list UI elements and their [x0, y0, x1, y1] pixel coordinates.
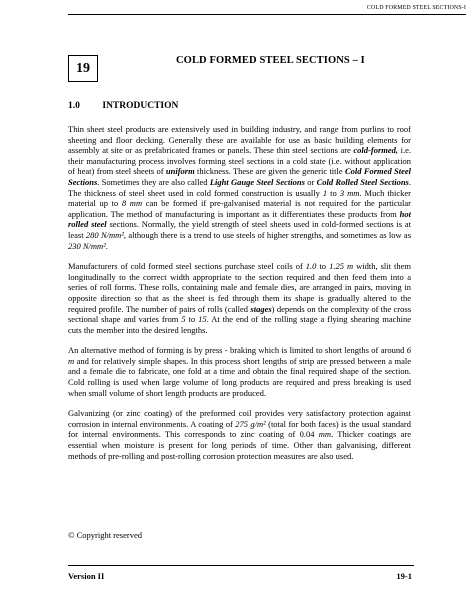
text-run: . At the end of the rolling stage a flying shearing machine cuts the member into the desired lengths.: [68, 314, 412, 335]
footer-version: Version II: [68, 571, 105, 581]
footer-page-number: 19-1: [396, 571, 412, 581]
text-run: to: [316, 261, 330, 272]
italic-value: 1.25 m: [329, 261, 354, 272]
text-run: , although there is a trend to use steels of higher strengths, and sometimes as low as: [123, 229, 412, 240]
text-run: .: [105, 240, 108, 251]
italic-value: 5: [181, 314, 186, 325]
text-run: (total for both faces) is the usual standard for internal environments. This corresponds to zinc coating of 0.04: [68, 418, 411, 440]
text-run: and for relatively simple shapes. In this process short lengths of strip are pressed between a male and a female die to fabricate, one fold at a time and obtain the final required shape of the section. Cold rolling is used when large volume of long products are required and press breaking is used when small volume of short length products are produced.: [68, 355, 411, 398]
text-run: An alternative method of forming is by press - braking which is limited to short lengths of around: [68, 345, 407, 356]
text-run: width, slit them longitudinally to the correct width appropriate to the section required and then feed them into a series of roll forms. These rolls, containing male and female dies, are arranged in pairs, moving in opposite direction so that as the sheet is fed through them its shape is gradually altered to the required profile. The number of pairs of rolls (called: [68, 261, 411, 314]
italic-value: 15: [198, 314, 207, 325]
emphasis-term: Cold Formed Steel Sections: [68, 166, 411, 187]
running-header: COLD FORMED STEEL SECTIONS-I: [366, 5, 466, 11]
section-number: 1.0: [68, 101, 80, 111]
text-run: i.e. their manufacturing process involves forming steel sections in a cold state (i.e. without application of heat) from steel sheets of: [68, 145, 411, 177]
section-title: INTRODUCTION: [102, 101, 179, 111]
text-run: sections. Normally, the yield strength of steel sheets used in cold-formed sections is at least: [68, 219, 411, 240]
emphasis-term: Light Gauge Steel Sections: [209, 176, 305, 187]
text-run: to: [185, 314, 199, 325]
italic-value: 280 N/mm²: [85, 229, 124, 240]
italic-value: 8 mm: [121, 198, 143, 209]
text-run: . Much thicker material up to: [68, 187, 411, 209]
emphasis-term: Cold Rolled Steel Sections: [316, 176, 409, 187]
chapter-title: COLD FORMED STEEL SECTIONS – I: [176, 55, 365, 66]
text-run: Thin sheet steel products are extensively used in building industry, and range from purlins to roof sheeting and floor decking. Generally these are available for use as basic building elements for assembly at site or as prefabricated frames or panels. These thin steel sections are: [68, 124, 411, 156]
text-run: ) depends on the complexity of the cross sectional shape and varies from: [68, 303, 412, 325]
text-run: can be formed if pre-galvanised material is not required for the particular application. The method of manufacturing is important as it differentiates these products from: [68, 198, 411, 219]
text-run: to: [327, 187, 340, 198]
paragraph: [68, 345, 411, 398]
emphasis-term: cold-formed,: [353, 145, 399, 156]
paragraph: [68, 408, 411, 461]
italic-value: 275 g/m²: [235, 418, 266, 429]
body-text: [68, 124, 411, 471]
section-heading: [68, 101, 178, 111]
emphasis-term: stages: [250, 303, 272, 314]
italic-value: mm: [318, 429, 332, 440]
italic-value: 3 mm: [339, 187, 360, 198]
italic-value: 1.0: [305, 261, 317, 272]
text-run: or: [304, 176, 317, 187]
text-run: . Thicker coatings are essential when moisture is present for long periods of time. Other than galvanising, different methods of pre-rolling and post-rolling corrosion protection measures are also used.: [68, 429, 411, 461]
paragraph: [68, 261, 411, 335]
emphasis-term: hot rolled steel: [68, 208, 411, 230]
emphasis-term: uniform: [165, 166, 195, 177]
text-run: Manufacturers of cold formed steel sections purchase steel coils of: [68, 261, 306, 272]
paragraph: [68, 124, 411, 251]
chapter-number-box: 19: [68, 55, 98, 82]
italic-value: 1: [322, 187, 328, 198]
text-run: Galvanizing (or zinc coating) of the preformed coil provides very satisfactory protection against corrosion in internal environments. A coating of: [68, 408, 411, 429]
header-rule: [68, 14, 466, 15]
text-run: . The thickness of steel sheet used in cold formed construction is usually: [68, 176, 411, 198]
footer-rule: [68, 565, 414, 566]
italic-value: 230 N/mm²: [68, 240, 106, 251]
text-run: . Sometimes they are also called: [97, 176, 210, 187]
italic-value: 6 m: [68, 345, 411, 366]
text-run: thickness. These are given the generic title: [194, 166, 345, 177]
copyright-notice: © Copyright reserved: [68, 530, 142, 540]
